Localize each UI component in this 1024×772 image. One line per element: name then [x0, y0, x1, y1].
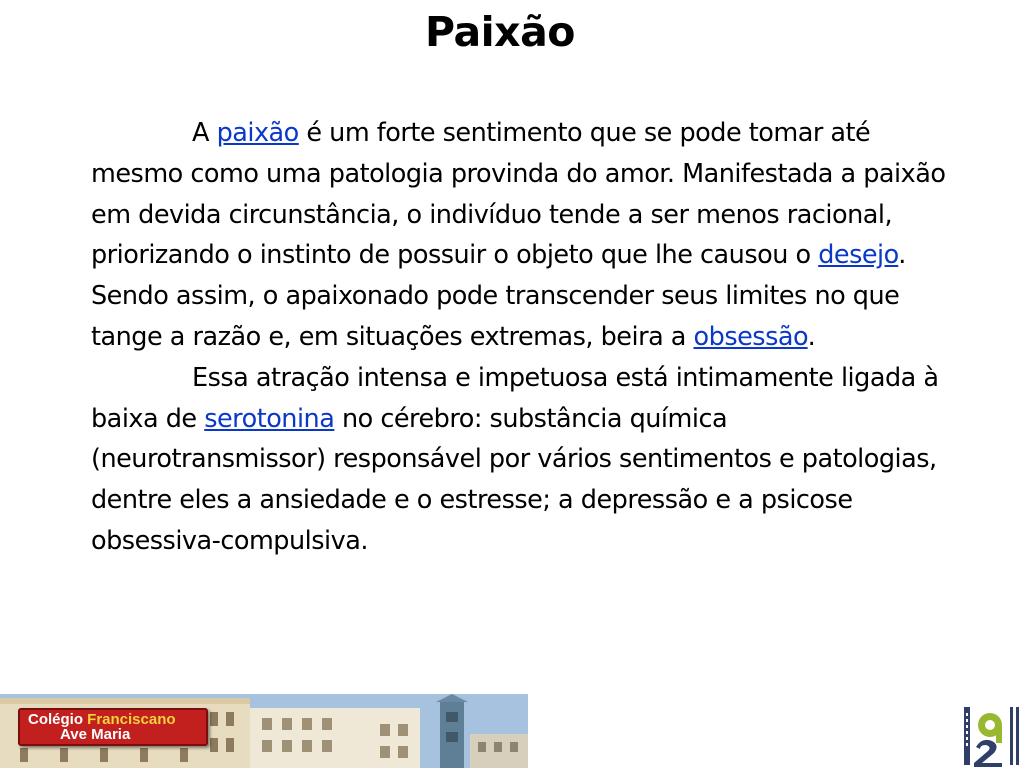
text-span: é um forte sentimento que se pode tomar até mesmo como uma patologia provinda do amor. Manifestada a paixão em devida circunstância, o indivíduo tende a ser menos racional, priorizando o instinto de possuir o objeto que lhe causou o: [91, 118, 946, 271]
logo-text-ave-maria: Ave Maria: [60, 726, 131, 743]
link-desejo[interactable]: desejo: [818, 240, 899, 271]
logo-text-colegio: Colégio: [28, 711, 83, 728]
quality-seal-icon: [960, 703, 1024, 768]
text-span: . Sendo assim, o apaixonado pode transcender seus limites no que tange a razão e, em situações extremas, beira a: [91, 240, 906, 352]
link-obsessao[interactable]: obsessão: [693, 321, 808, 352]
school-banner: [0, 694, 528, 768]
link-paixao[interactable]: paixão: [216, 118, 299, 148]
text-span: no cérebro: substância química (neurotransmissor) responsável por vários sentimentos e patologias, dentre eles a ansiedade e o estresse; a depressão e a psicose obsessiva-compulsiva.: [91, 403, 937, 556]
text-span: Essa atração intensa e impetuosa está intimamente ligada à baixa de: [91, 362, 939, 434]
paragraph-2: [91, 358, 966, 562]
paragraph-1: [91, 113, 966, 358]
link-serotonina[interactable]: serotonina: [204, 403, 335, 434]
text-span: A: [192, 118, 217, 148]
school-logo: [18, 708, 208, 746]
text-span: .: [807, 321, 816, 352]
logo-text-franciscano: Franciscano: [87, 711, 176, 728]
slide-body: [91, 113, 966, 562]
slide-title: Paixão: [425, 8, 575, 56]
quality-seal-logo: [960, 703, 1024, 768]
